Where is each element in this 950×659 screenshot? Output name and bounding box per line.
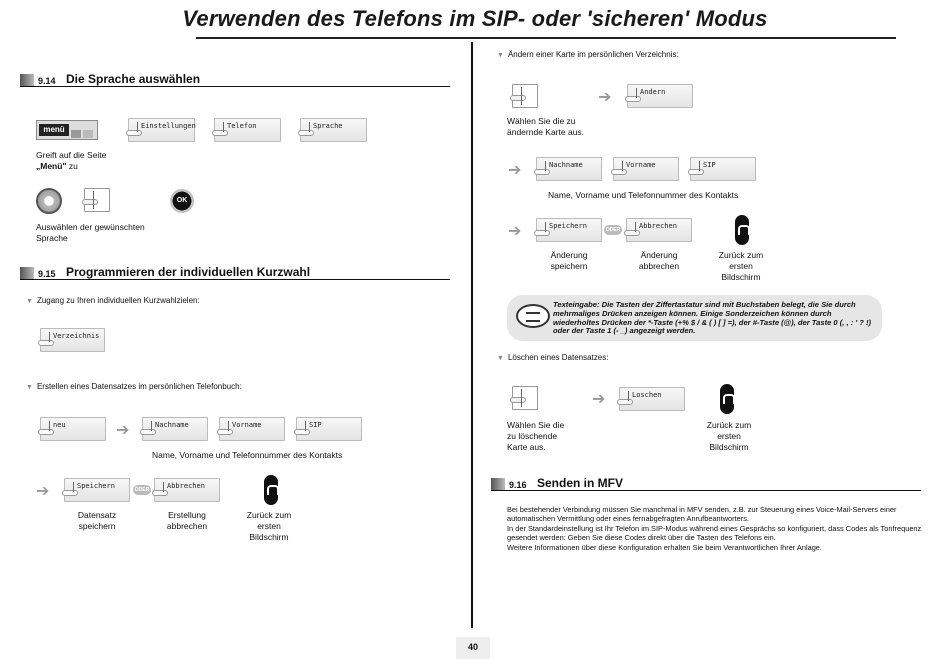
triangle-bullet-icon: ▼ — [497, 52, 504, 59]
page-title: Verwenden des Telefons im SIP- oder 'sicheren' Modus — [182, 6, 768, 31]
ok-button[interactable]: OK — [170, 189, 194, 213]
menu-screen-image — [36, 120, 98, 140]
key-nachname[interactable]: Nachname — [536, 157, 602, 181]
key-sip[interactable]: SIP — [296, 417, 362, 441]
bullet-edit: ▼ Ändern einer Karte im persönlichen Verzeichnis: — [497, 50, 679, 59]
section-header-9-16: 9.16 Senden in MFV — [491, 474, 623, 490]
section-rule — [20, 279, 450, 280]
caption-back: Zurück zum ersten Bildschirm — [706, 420, 752, 452]
section-bar — [20, 74, 34, 86]
triangle-bullet-icon: ▼ — [497, 355, 504, 362]
hangup-phone-icon[interactable] — [720, 384, 734, 414]
triangle-bullet-icon: ▼ — [26, 298, 33, 305]
page-number: 40 — [456, 637, 490, 659]
arrow-right-icon: ➔ — [592, 391, 606, 408]
hangup-phone-icon[interactable] — [264, 475, 278, 505]
mfv-paragraph: Bei bestehender Verbindung müssen Sie manchmal in MFV senden, z.B. zur Steuerung eines Voice-Mail-Servers einer automatischen Vermittlung oder eines fernabgefragten Anrufbeantworters. — [507, 505, 897, 524]
key-sip[interactable]: SIP — [690, 157, 756, 181]
key-speichern[interactable]: Speichern — [536, 218, 602, 242]
caption-back: Zurück zum ersten Bildschirm — [718, 250, 764, 282]
key-einstellungen[interactable]: Einstellungen — [128, 118, 195, 142]
mfv-paragraphs — [507, 505, 927, 552]
caption-select-language: Auswählen der gewünschten Sprache — [36, 222, 145, 243]
key-abbrechen[interactable]: Abbrechen — [154, 478, 220, 502]
triangle-bullet-icon: ▼ — [26, 384, 33, 391]
arrow-right-icon: ➔ — [116, 422, 130, 439]
key-verzeichnis[interactable]: Verzeichnis — [40, 328, 105, 352]
hangup-phone-icon[interactable] — [735, 215, 749, 245]
section-header-9-15: 9.15 Programmieren der individuellen Kurzwahl — [20, 263, 310, 279]
key-neu[interactable]: neu — [40, 417, 106, 441]
caption-menu: Greift auf die Seite „Menü" zu — [36, 150, 107, 171]
oder-badge: ODER — [134, 487, 150, 493]
section-title: Die Sprache auswählen — [66, 72, 201, 86]
key-andern[interactable]: Andern — [627, 84, 693, 108]
note-speech-icon — [516, 304, 550, 328]
key-speichern[interactable]: Speichern — [64, 478, 130, 502]
bullet-access: ▼ Zugang zu Ihren individuellen Kurzwahlzielen: — [26, 296, 200, 305]
key-vorname[interactable]: Vorname — [613, 157, 679, 181]
caption-save-change: Änderung speichern — [550, 250, 588, 271]
caption-contact: Name, Vorname und Telefonnummer des Kontakts — [548, 190, 739, 200]
caption-contact: Name, Vorname und Telefonnummer des Kontakts — [152, 450, 343, 460]
arrow-right-icon: ➔ — [598, 89, 612, 106]
bullet-delete: ▼ Löschen eines Datensatzes: — [497, 353, 609, 362]
arrow-right-icon: ➔ — [508, 223, 522, 240]
section-rule — [20, 86, 450, 87]
menu-label: menü — [39, 124, 69, 136]
key-loeschen[interactable]: Loschen — [619, 387, 685, 411]
caption-save-record: Datensatz speichern — [77, 510, 117, 531]
select-key-icon[interactable] — [512, 386, 538, 410]
section-header-9-14 — [20, 70, 200, 86]
arrow-right-icon: ➔ — [508, 162, 522, 179]
note-text: Texteingabe: Die Tasten der Ziffertastatur sind mit Buchstaben belegt, die Sie durch mehrmaliges Drücken anzeigen können. Einige Sonderzeichen können durch wiederholtes Drücken der *-Taste (+% $ / & ( ) [ ] =), der #-Taste (@), der Taste 0 (, , : ' ? !) oder der Taste 1 (- _) angezeigt werden. — [553, 300, 872, 336]
mfv-paragraph: In der Standardeinstellung ist Ihr Telefon im SIP-Modus während eines Gesprächs so konfiguriert, dass Codes als Tonfrequenz gesendet werden: Geben Sie diese Codes direkt über die Tasten des Telefons ein. — [507, 523, 922, 543]
key-telefon[interactable]: Telefon — [214, 118, 281, 142]
select-key-icon[interactable] — [84, 188, 110, 212]
column-divider — [471, 42, 473, 628]
caption-cancel-change: Änderung abbrechen — [638, 250, 680, 271]
mfv-paragraph: Weitere Informationen über diese Konfiguration erhalten Sie beim Verantwortlichen Ihrer Anlage. — [507, 542, 822, 552]
navigator-icon[interactable] — [36, 188, 62, 214]
caption-choose-delete: Wählen Sie die zu löschende Karte aus. — [507, 420, 565, 452]
caption-back: Zurück zum ersten Bildschirm — [246, 510, 292, 542]
caption-choose-card: Wählen Sie die zu ändernde Karte aus. — [507, 116, 585, 137]
key-nachname[interactable]: Nachname — [142, 417, 208, 441]
arrow-right-icon: ➔ — [36, 483, 50, 500]
bullet-create: ▼ Erstellen eines Datensatzes im persönlichen Telefonbuch: — [26, 382, 242, 391]
select-key-icon[interactable] — [512, 84, 538, 108]
oder-badge: ODER — [605, 227, 621, 233]
key-abbrechen[interactable]: Abbrechen — [626, 218, 692, 242]
caption-cancel-create: Erstellung abbrechen — [166, 510, 208, 531]
section-number: 9.14 — [38, 76, 56, 86]
key-sprache[interactable]: Sprache — [300, 118, 367, 142]
title-rule — [196, 37, 896, 39]
key-vorname[interactable]: Vorname — [219, 417, 285, 441]
section-rule — [491, 490, 921, 491]
